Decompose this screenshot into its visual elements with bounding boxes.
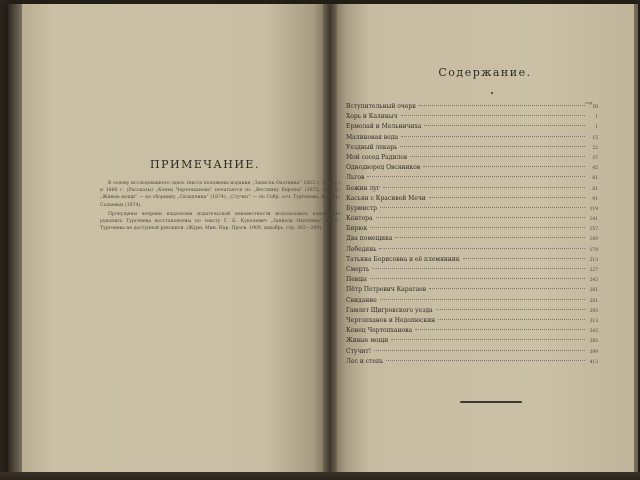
toc-entry-page: 22 [592,145,598,151]
table-surface [0,472,640,480]
toc-entry-page: 313 [589,318,598,324]
toc-leader-dots [400,146,585,147]
toc-list [346,103,598,368]
toc-leader-dots [423,166,585,167]
toc-entry [346,123,598,133]
toc-entry-title: Конец Чертопханова [346,327,413,335]
ornament-dot [491,92,493,94]
toc-entry-page: 243 [589,278,598,284]
toc-entry-title: Два помещика [346,235,393,243]
toc-leader-dots [391,339,585,340]
toc-entry-title: Уездный лекарь [346,143,398,151]
toc-entry [346,154,598,164]
toc-entry-page: 343 [589,329,598,335]
toc-entry-title: Татьяна Борисовна и её племянник [346,255,460,263]
toc-entry-page: 227 [589,268,598,273]
toc-entry-page: 81 [592,186,598,192]
toc-entry-page: 293 [589,308,598,314]
toc-entry [346,164,598,174]
toc-entry [346,348,598,358]
toc-entry-title: Чертопханов и Недопюскин [346,316,436,324]
toc-entry-title: Свидание [346,296,377,304]
toc-leader-dots [429,288,585,289]
toc-entry-title: Вступительный очерк [346,103,416,110]
toc-entry-title: Хорь и Калиныч [346,113,398,121]
toc-entry-title: Стучит! [346,347,372,355]
toc-leader-dots [395,237,585,238]
toc-entry-page: 157 [589,227,598,233]
left-page [22,4,325,474]
toc-leader-dots [376,217,585,218]
end-rule [460,401,522,403]
toc-entry [346,225,598,235]
toc-leader-dots [401,115,585,116]
toc-entry [346,134,598,144]
toc-leader-dots [419,105,585,106]
toc-entry [346,174,598,184]
toc-entry-page: 15 [592,135,598,141]
toc-leader-dots [380,299,585,300]
toc-leader-dots [379,248,585,249]
toc-leader-dots [424,125,585,126]
toc-entry [346,205,598,215]
toc-leader-dots [374,350,585,351]
book-gutter [323,4,337,474]
toc-entry-title: Лебедянь [346,245,377,253]
toc-entry [346,256,598,266]
toc-entry-title: Пётр Петрович Каратаев [346,286,427,294]
toc-entry [346,235,598,245]
toc-entry [346,276,598,286]
toc-entry [346,297,598,307]
toc-leader-dots [370,227,585,228]
toc-entry [346,144,598,154]
toc-entry-title: Бурмистр [346,204,377,212]
toc-entry-title: Смерть [346,266,370,273]
toc-entry-page: 119 [589,206,598,212]
toc-leader-dots [415,329,585,330]
toc-entry-page: 37 [592,155,598,161]
toc-entry-page: 45 [592,166,598,172]
toc-entry-title: Однодворец Овсяников [346,164,421,172]
toc-leader-dots [383,187,585,188]
toc-entry-title: Ермолай и Мельничиха [346,123,422,131]
toc-entry [346,286,598,296]
toc-leader-dots [367,176,585,177]
toc-entry-page: 385 [589,339,598,345]
toc-entry-title: Льгов [346,174,365,182]
toc-page-header: стр. [585,100,594,105]
toc-leader-dots [429,197,585,198]
toc-entry-page: 179 [589,247,598,253]
toc-entry-page: 413 [589,359,598,365]
toc-leader-dots [436,309,585,310]
toc-entry-title: Касьян с Красивой Мечи [346,194,426,202]
toc-entry [346,185,598,195]
toc-leader-dots [463,258,585,259]
note-paragraph: Пропущены вопреки издателям издательской неизвестности использовать подлинную рукопись Тургенева восстановлены по тексту Г. Б. Куколевич „Записок Охотника“ И. С. Тургенева не доступной рукописи. (Журн. Мин. Нар. Просв. 1909, декабрь, стр. 262—289). [100,211,340,232]
toc-entry [346,317,598,327]
toc-entry-page: 169 [589,237,598,243]
toc-leader-dots [401,136,585,137]
toc-entry-page: 281 [589,298,598,304]
toc-leader-dots [372,268,585,269]
toc-entry-page: 261 [589,288,598,294]
toc-entry-title: Малиновая вода [346,133,399,141]
toc-entry [346,358,598,368]
toc-entry [346,215,598,225]
toc-leader-dots [386,360,585,361]
toc-leader-dots [380,207,585,208]
toc-entry-title: Гамлет Щигровского уезда [346,306,433,314]
toc-leader-dots [370,278,585,279]
toc-entry [346,327,598,337]
note-body [100,180,340,234]
toc-entry-page: 61 [592,176,598,182]
toc-entry-page: III [592,105,598,110]
toc-entry-page: 1 [595,115,598,121]
toc-title: Содержание. [438,66,532,79]
toc-entry [346,195,598,205]
toc-leader-dots [410,156,585,157]
toc-entry-title: Живые мощи [346,337,389,345]
toc-entry [346,337,598,347]
toc-entry-title: Лес и степь [346,357,384,365]
note-paragraph: В основу исследованного здесь текста положены издания „Записок Охотника“ 1852 г. (1 изд.) и 1860 г. (Рассказы) „Конец Чертопханова“ печатается по „Вестнику Европы“ (1872, № 11), „Живые мощи“ — по сборнику „Складчина“ (1874), „Стучит“ — по Собр. соч. Тургенева, изд. бр. Салаевых (1874). [100,181,340,208]
toc-entry-page: 141 [589,217,598,223]
toc-entry-page: 1 [595,125,598,131]
toc-entry-page: 213 [589,257,598,263]
toc-entry-title: Бежин луг [346,184,380,192]
toc-entry-page: 91 [592,196,598,202]
toc-entry [346,266,598,276]
toc-entry-title: Бирюк [346,225,368,233]
toc-entry-title: Контора [346,215,373,223]
toc-entry-title: Певцы [346,276,367,284]
toc-entry-page: 399 [589,349,598,355]
toc-entry [346,246,598,256]
toc-entry [346,113,598,123]
toc-entry-title: Мой сосед Радилов [346,153,408,161]
note-title: ПРИМЕЧАНИЕ. [150,158,260,171]
toc-entry [346,307,598,317]
toc-entry [346,103,598,113]
toc-leader-dots [438,319,585,320]
